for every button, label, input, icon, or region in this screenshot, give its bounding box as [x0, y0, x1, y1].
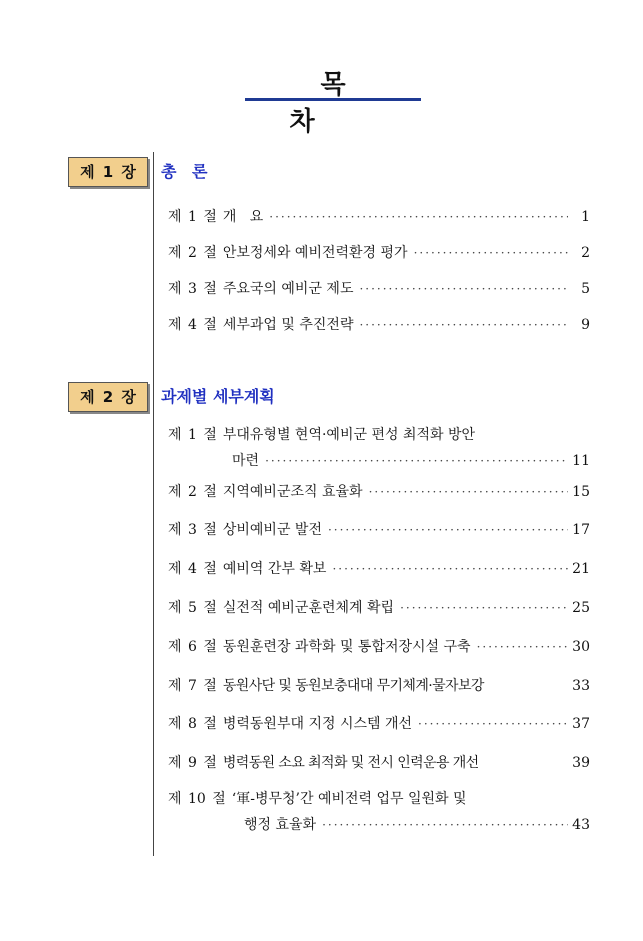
leader-dots: [359, 315, 568, 335]
section-title: 실전적 예비군훈련체계 확립: [222, 600, 395, 616]
section-title: 지역예비군조직 효율화: [222, 484, 363, 500]
section-number: 제 3 절: [168, 281, 217, 297]
section-title: 주요국의 예비군 제도: [222, 281, 354, 297]
section-title: 개 요: [222, 209, 264, 225]
page-title: 목차: [245, 62, 421, 101]
toc-entry-2-3[interactable]: [168, 520, 590, 540]
toc-entry-1-4[interactable]: [168, 315, 590, 335]
page-number: 15: [572, 484, 590, 500]
leader-dots: [332, 559, 568, 579]
page-number: 30: [572, 639, 590, 655]
chapter-2-label: 제 2 장: [68, 382, 148, 412]
section-title: ‘軍-병무청’간 예비전력 업무 일원화 및: [231, 791, 467, 807]
page-number: 21: [572, 561, 590, 577]
leader-dots: [369, 482, 568, 502]
section-title: 세부과업 및 추진전략: [222, 317, 354, 333]
leader-dots: [322, 815, 568, 835]
section-title-continued: 마련: [232, 453, 260, 469]
chapter-1-label: 제 1 장: [68, 157, 148, 187]
toc-entry-1-3[interactable]: [168, 279, 590, 299]
page-number: 43: [572, 817, 590, 833]
page-number: 1: [581, 209, 590, 225]
section-title: 안보정세와 예비전력환경 평가: [222, 245, 408, 261]
vertical-divider: [153, 152, 154, 856]
leader-dots: [418, 714, 568, 734]
leader-dots: [400, 598, 568, 618]
section-title: 병력동원부대 지정 시스템 개선: [222, 716, 413, 732]
toc-entry-2-1[interactable]: [168, 425, 590, 471]
section-number: 제 1 절: [168, 427, 217, 443]
section-number: 제 10 절: [168, 791, 226, 807]
leader-dots: [414, 243, 568, 263]
section-title: 부대유형별 현역·예비군 편성 최적화 방안: [222, 427, 476, 443]
toc-entry-2-8[interactable]: [168, 714, 590, 734]
page-number: 2: [581, 245, 590, 261]
section-title: 예비역 간부 확보: [222, 561, 327, 577]
section-number: 제 5 절: [168, 600, 217, 616]
page-number: 17: [572, 522, 590, 538]
toc-entry-1-1[interactable]: [168, 207, 590, 227]
toc-entry-2-2[interactable]: [168, 482, 590, 502]
section-number: 제 3 절: [168, 522, 217, 538]
toc-entry-2-9[interactable]: [168, 753, 590, 773]
section-number: 제 6 절: [168, 639, 217, 655]
toc-entry-2-6[interactable]: [168, 637, 590, 657]
section-title: 상비예비군 발전: [222, 522, 322, 538]
section-number: 제 9 절: [168, 755, 217, 771]
section-number: 제 2 절: [168, 245, 217, 261]
leader-dots: [328, 520, 568, 540]
section-title: 병력동원 소요 최적화 및 전시 인력운용 개선: [222, 755, 479, 771]
page-number: 39: [572, 755, 590, 771]
leader-dots: [477, 637, 568, 657]
section-title: 동원사단 및 동원보충대대 무기체계·물자보강: [222, 678, 484, 694]
chapter-1-title: 총 론: [161, 162, 208, 181]
leader-dots: [269, 207, 568, 227]
page-number: 9: [581, 317, 590, 333]
leader-dots: [265, 451, 568, 471]
section-number: 제 7 절: [168, 678, 217, 694]
page-number: 37: [572, 716, 590, 732]
section-title-continued: 행정 효율화: [244, 817, 317, 833]
page-number: 33: [572, 678, 590, 694]
toc-entry-2-4[interactable]: [168, 559, 590, 579]
section-number: 제 2 절: [168, 484, 217, 500]
toc-entry-2-10[interactable]: [168, 789, 590, 835]
toc-entry-2-7[interactable]: [168, 676, 590, 696]
leader-dots: [359, 279, 568, 299]
section-number: 제 4 절: [168, 561, 217, 577]
page-number: 5: [581, 281, 590, 297]
toc-entry-1-2[interactable]: [168, 243, 590, 263]
page-number: 11: [572, 453, 590, 469]
section-title: 동원훈련장 과학화 및 통합저장시설 구축: [222, 639, 471, 655]
section-number: 제 4 절: [168, 317, 217, 333]
toc-entry-2-5[interactable]: [168, 598, 590, 618]
chapter-2-title: 과제별 세부계획: [161, 387, 275, 406]
section-number: 제 8 절: [168, 716, 217, 732]
page-number: 25: [572, 600, 590, 616]
section-number: 제 1 절: [168, 209, 217, 225]
